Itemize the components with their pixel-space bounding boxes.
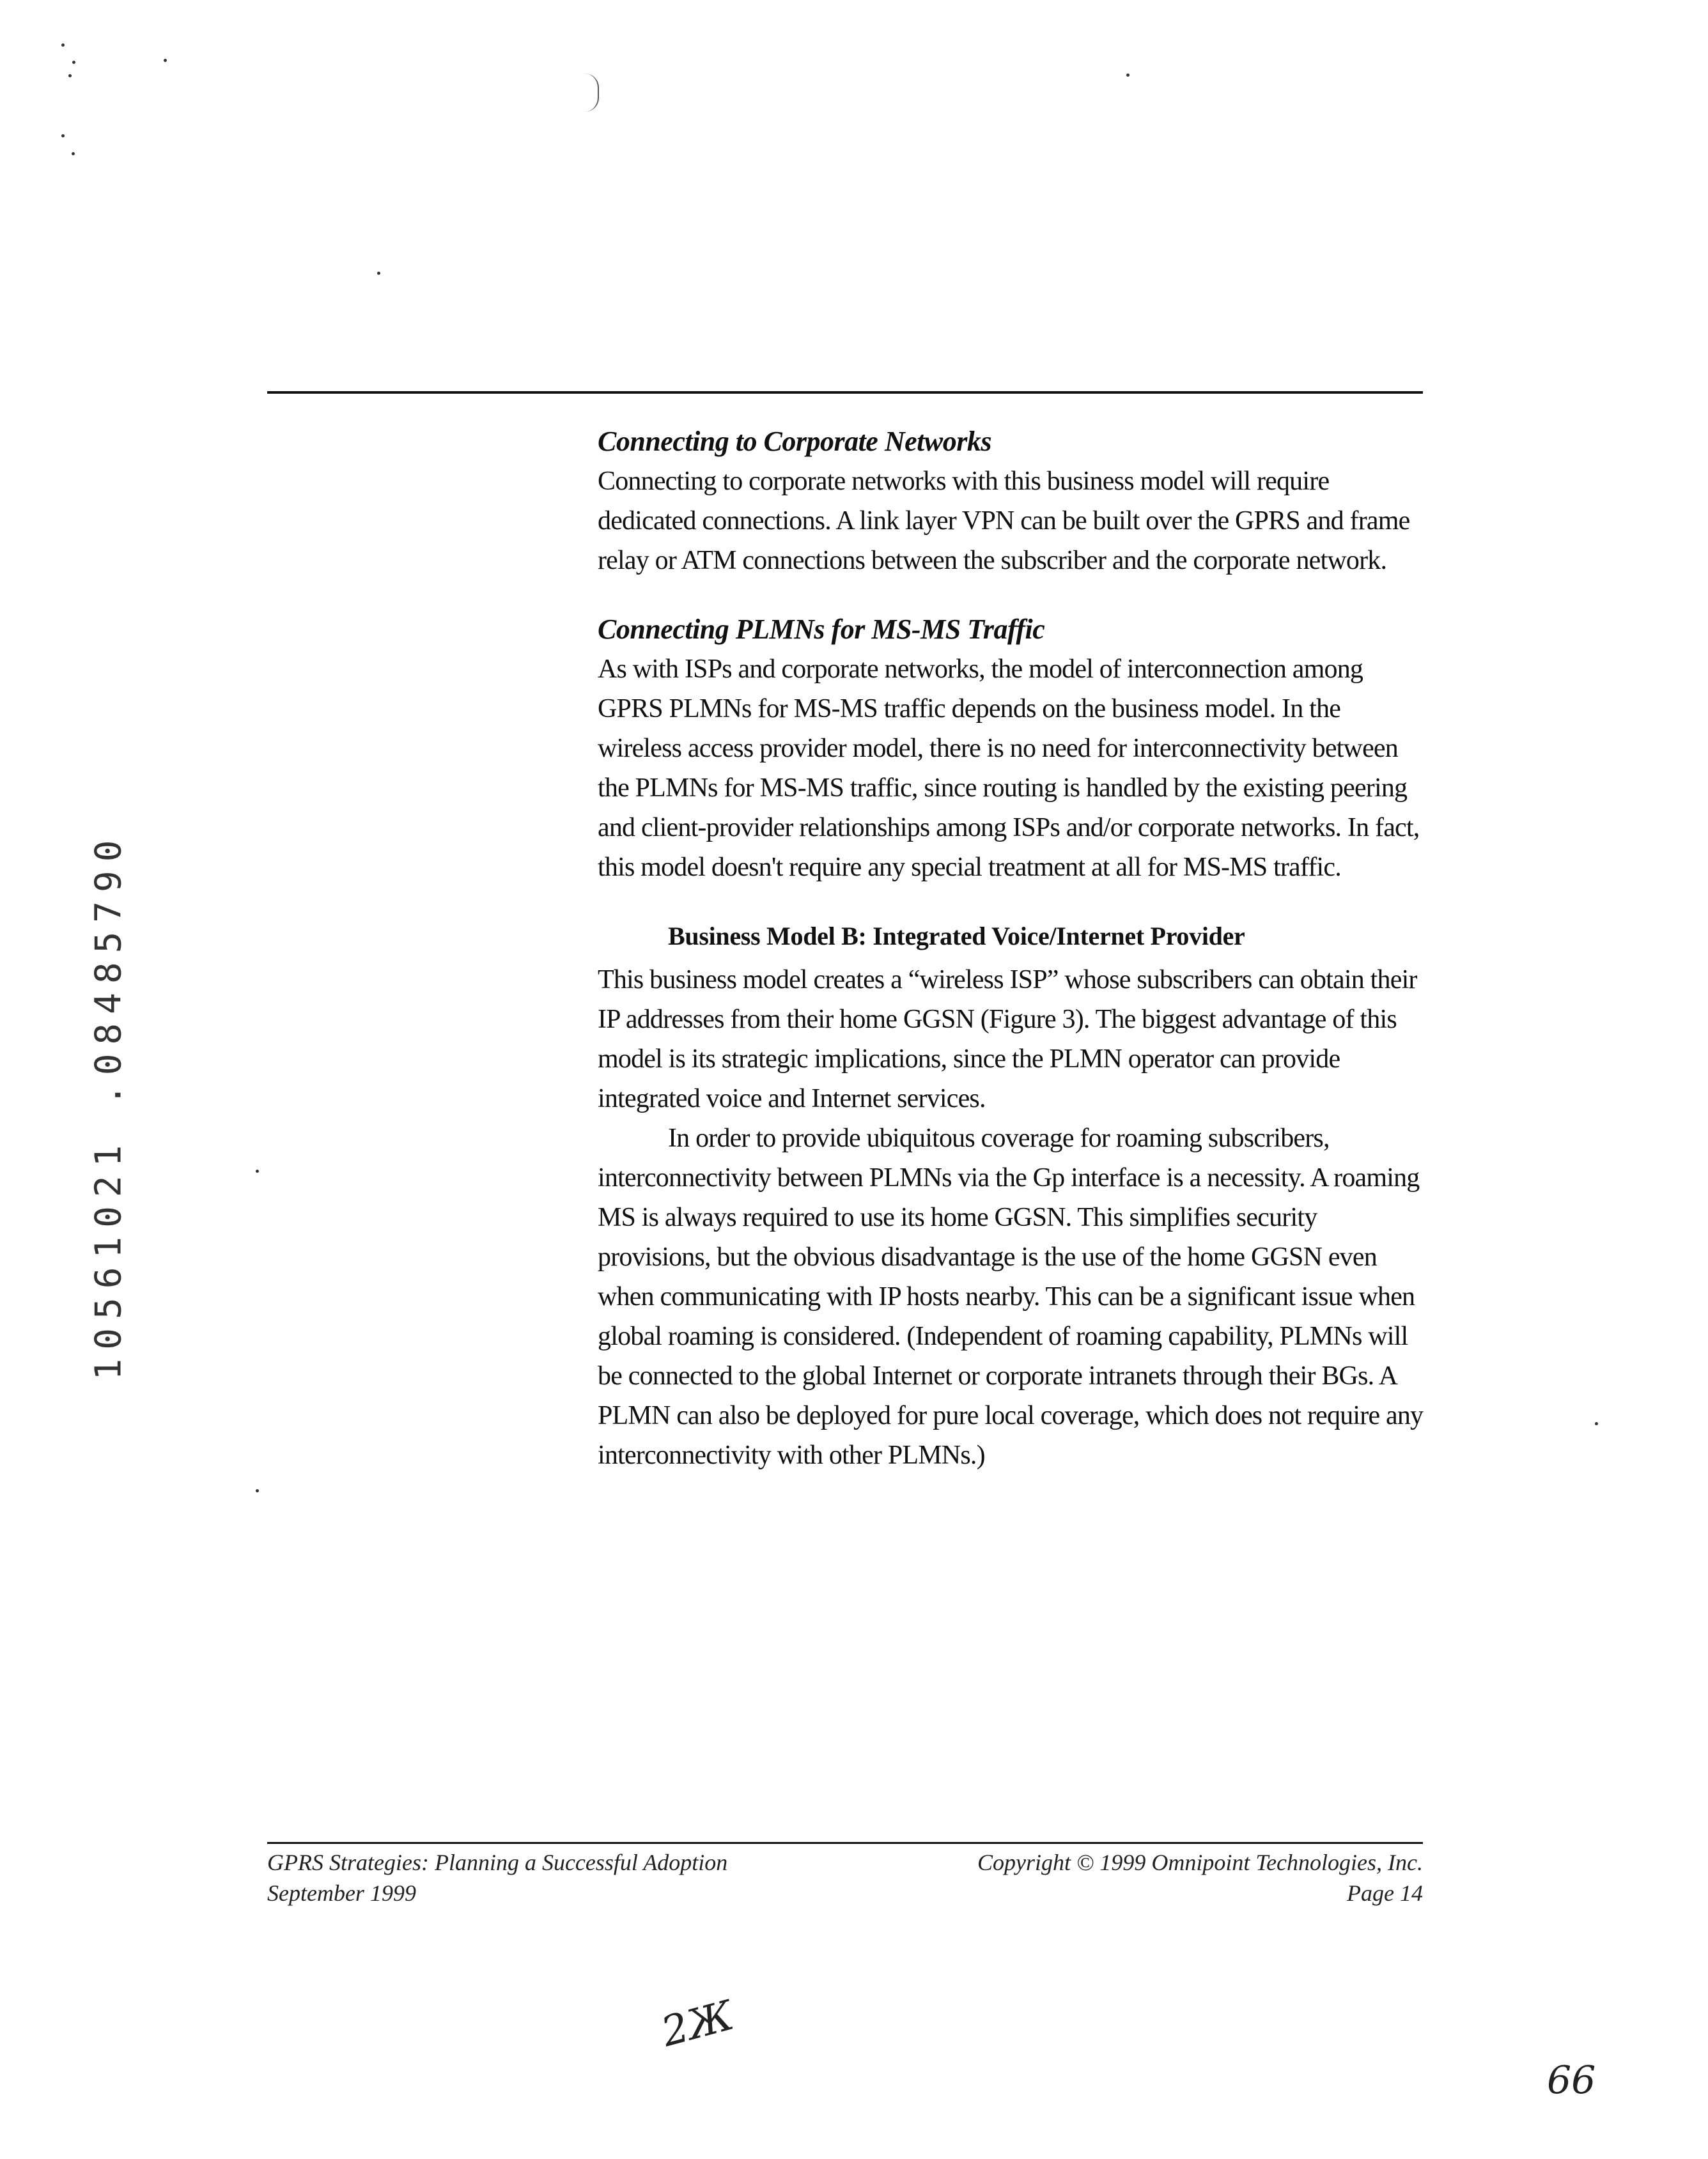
scan-speck bbox=[256, 1489, 259, 1492]
scan-speck bbox=[256, 1170, 259, 1173]
scan-speck bbox=[68, 74, 72, 77]
scan-speck bbox=[377, 272, 380, 275]
scan-speck bbox=[61, 43, 65, 47]
section-paragraph: As with ISPs and corporate networks, the model of interconnection among GPRS PLMNs for MS-MS traffic depends on the business model. In the wireless access provider model, there is no need for interconnectivity between the PLMNs for MS-MS traffic, since routing is handled by the existing peering and client-provider relationships among ISPs and/or corporate networks. In fact, this model doesn't require any special treatment at all for MS-MS traffic. bbox=[598, 654, 1420, 882]
section-business-model-b bbox=[598, 917, 1429, 1475]
scan-speck bbox=[164, 59, 167, 62]
footer-page-number: Page 14 bbox=[1347, 1880, 1423, 1906]
footer-rule bbox=[267, 1842, 1423, 1844]
footer-left bbox=[267, 1847, 727, 1908]
handwritten-page-number: 66 bbox=[1547, 2058, 1596, 2103]
scan-speck bbox=[61, 134, 65, 137]
header-rule bbox=[267, 391, 1423, 394]
margin-stamp bbox=[80, 831, 137, 1381]
margin-stamp-text: 10561021 .08485790 bbox=[88, 831, 130, 1381]
scan-speck bbox=[72, 61, 75, 64]
section-corporate-networks bbox=[598, 422, 1429, 580]
scan-speck bbox=[1126, 74, 1130, 77]
scan-speck bbox=[72, 152, 75, 155]
footer-copyright: Copyright © 1999 Omnipoint Technologies, Inc. bbox=[977, 1850, 1423, 1875]
scan-artifact-arc bbox=[585, 74, 599, 112]
section-heading: Connecting PLMNs for MS-MS Traffic bbox=[598, 614, 1045, 645]
main-content bbox=[598, 422, 1429, 1505]
footer-right bbox=[977, 1847, 1423, 1908]
handwritten-initials: 2Ж bbox=[656, 1992, 739, 2057]
section-heading: Connecting to Corporate Networks bbox=[598, 426, 991, 457]
business-model-paragraph: This business model creates a “wireless ISP” whose subscribers can obtain their IP addresses from their home GGSN (Figure 3). The biggest advantage of this model is its strategic implications, since the PLMN operator can provide integrated voice and Internet services. bbox=[598, 965, 1417, 1113]
section-paragraph: Connecting to corporate networks with this business model will require dedicated connections. A link layer VPN can be built over the GPRS and frame relay or ATM connections between the subscriber and the corporate network. bbox=[598, 467, 1410, 575]
section-plmn-traffic bbox=[598, 610, 1429, 887]
business-model-paragraph: In order to provide ubiquitous coverage for roaming subscribers, interconnectivity between PLMNs via the Gp interface is a necessity. A roaming MS is always required to use its home GGSN. This simplifies security provisions, but the obvious disadvantage is the use of the home GGSN even when communicating with IP hosts nearby. This can be a significant issue when global roaming is considered. (Independent of roaming capability, PLMNs will be connected to the global Internet or corporate intranets through their BGs. A PLMN can also be deployed for pure local coverage, which does not require any interconnectivity with other PLMNs.) bbox=[598, 1124, 1424, 1470]
footer-title: GPRS Strategies: Planning a Successful Adoption bbox=[267, 1850, 728, 1875]
footer-date: September 1999 bbox=[267, 1880, 416, 1906]
scan-speck bbox=[1595, 1422, 1598, 1425]
business-model-heading: Business Model B: Integrated Voice/Internet Provider bbox=[668, 922, 1245, 950]
